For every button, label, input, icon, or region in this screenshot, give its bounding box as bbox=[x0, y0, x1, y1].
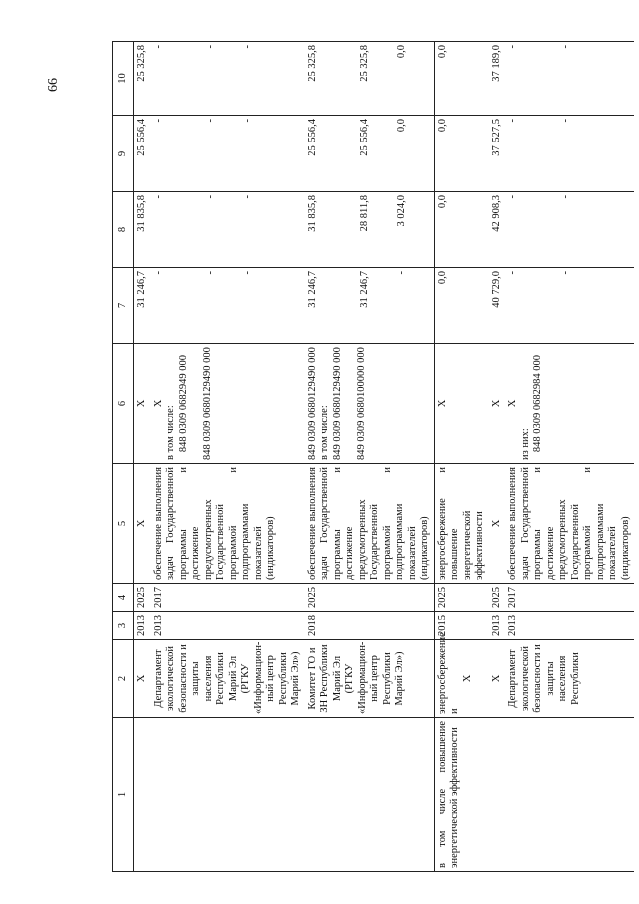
code-value: 849 0309 0680129490 000 bbox=[306, 347, 318, 460]
code-value: X bbox=[152, 399, 164, 408]
end-year-cell: 2025 bbox=[489, 584, 506, 612]
col-header-3: 3 bbox=[113, 612, 134, 640]
value-cell-10: - - - bbox=[151, 42, 305, 116]
code-cell bbox=[505, 344, 634, 464]
col-header-9: 9 bbox=[113, 116, 134, 192]
end-year-cell: 2025 bbox=[434, 584, 489, 612]
executor-cell: X bbox=[134, 640, 151, 718]
value-cell-9: 0,0 bbox=[434, 116, 489, 192]
code-cell: X bbox=[434, 344, 489, 464]
code-cell bbox=[305, 344, 435, 464]
value-cell-7: - - bbox=[505, 268, 634, 344]
row-label bbox=[505, 718, 634, 872]
value-cell-9: - - - bbox=[151, 116, 305, 192]
code-value: 848 0309 0682984 000 bbox=[532, 354, 543, 453]
result-cell: энергосбережение и повышение энергетической эффективности bbox=[434, 464, 489, 584]
table-row bbox=[434, 42, 489, 872]
start-year-cell: 2018 bbox=[305, 612, 435, 640]
row-label bbox=[151, 718, 305, 872]
value-cell-8: 31 835,8 28 811,8 3 024,0 bbox=[305, 192, 435, 268]
executor-cell: энергосбережение и X bbox=[434, 640, 489, 718]
end-year-cell: 2017 bbox=[505, 584, 634, 612]
col-header-4: 4 bbox=[113, 584, 134, 612]
code-cell: X bbox=[489, 344, 506, 464]
code-cell: X bbox=[134, 344, 151, 464]
value-cell-10: 25 325,8 25 325,8 0,0 bbox=[305, 42, 435, 116]
result-cell: обеспечение выполнения задач Государственной программы и достижение предусмотренных Государственной программой и подпрограммами показателей (индикаторов) bbox=[151, 464, 305, 584]
executor-cell: Департамент экологической безопасности и защиты населения Республики bbox=[505, 640, 634, 718]
start-year-cell: 2013 bbox=[505, 612, 634, 640]
executor-cell: X bbox=[489, 640, 506, 718]
col-header-8: 8 bbox=[113, 192, 134, 268]
result-cell: X bbox=[489, 464, 506, 584]
table-row bbox=[505, 42, 634, 872]
start-year-cell: 2013 bbox=[134, 612, 151, 640]
code-subheading: в том числе: bbox=[319, 405, 330, 460]
value-cell-9: 25 556,4 bbox=[134, 116, 151, 192]
executor-cell: Комитет ГО и ЗН Республики Марий Эл (РГКУ «Информацион-ный центр Республики Марий Эл») bbox=[305, 640, 435, 718]
start-year-cell: 2015 bbox=[434, 612, 489, 640]
code-subheading: из них: bbox=[519, 428, 531, 460]
col-header-2: 2 bbox=[113, 640, 134, 718]
value-cell-9: - - bbox=[505, 116, 634, 192]
table-row bbox=[305, 42, 435, 872]
value-cell-8: 0,0 bbox=[434, 192, 489, 268]
row-label bbox=[489, 718, 506, 872]
value-cell-8: 42 908,3 bbox=[489, 192, 506, 268]
start-year-cell: 2013 bbox=[489, 612, 506, 640]
value-cell-7: 31 246,7 bbox=[134, 268, 151, 344]
value-cell-7: 31 246,7 31 246,7 - bbox=[305, 268, 435, 344]
code-value: 849 0309 0680129490 000 bbox=[331, 347, 343, 460]
col-header-10: 10 bbox=[113, 42, 134, 116]
table-row bbox=[151, 42, 305, 872]
result-cell: обеспечение выполнения задач Государственной программы и достижение предусмотренных Государственной программой и подпрограммами показателей (индикаторов) bbox=[505, 464, 634, 584]
value-cell-9: 25 556,4 25 556,4 0,0 bbox=[305, 116, 435, 192]
row-label: в том числе повышение энергетической эффективности bbox=[434, 718, 489, 872]
code-value: X bbox=[507, 399, 518, 408]
budget-table bbox=[112, 41, 634, 872]
code-value: 848 0309 0680129490 000 bbox=[202, 347, 213, 460]
value-cell-8: 31 835,8 bbox=[134, 192, 151, 268]
page-number: 66 bbox=[46, 78, 61, 92]
value-cell-8: - - bbox=[505, 192, 634, 268]
row-label bbox=[305, 718, 435, 872]
col-header-6: 6 bbox=[113, 344, 134, 464]
end-year-cell: 2025 bbox=[305, 584, 435, 612]
value-cell-8: - - - bbox=[151, 192, 305, 268]
value-cell-9: 37 527,5 bbox=[489, 116, 506, 192]
value-cell-10: 0,0 bbox=[434, 42, 489, 116]
end-year-cell: 2017 bbox=[151, 584, 305, 612]
code-value: 848 0309 0682949 000 bbox=[177, 354, 189, 453]
code-value: 849 0309 0680100000 000 bbox=[356, 347, 367, 460]
value-cell-7: 40 729,0 bbox=[489, 268, 506, 344]
header-row bbox=[113, 42, 134, 872]
code-subheading: в том числе: bbox=[165, 405, 176, 460]
table-row bbox=[134, 42, 151, 872]
code-cell bbox=[151, 344, 305, 464]
start-year-cell: 2013 bbox=[151, 612, 305, 640]
value-cell-7: 0,0 bbox=[434, 268, 489, 344]
value-cell-10: 25 325,8 bbox=[134, 42, 151, 116]
row-label bbox=[134, 718, 151, 872]
end-year-cell: 2025 bbox=[134, 584, 151, 612]
table-row bbox=[489, 42, 506, 872]
value-cell-10: 37 189,0 bbox=[489, 42, 506, 116]
col-header-5: 5 bbox=[113, 464, 134, 584]
result-cell: X bbox=[134, 464, 151, 584]
rotated-page bbox=[46, 42, 639, 872]
result-cell: обеспечение выполнения задач Государственной программы и достижение предусмотренных Государственной программой и подпрограммами показателей (индикаторов) bbox=[305, 464, 435, 584]
executor-cell: Департамент экологической безопасности и защиты населения Республики Марий Эл (РГКУ «Информацион-ный центр Республики Марий Эл») bbox=[151, 640, 305, 718]
col-header-7: 7 bbox=[113, 268, 134, 344]
value-cell-7: - - - bbox=[151, 268, 305, 344]
col-header-1: 1 bbox=[113, 718, 134, 872]
value-cell-10: - - bbox=[505, 42, 634, 116]
